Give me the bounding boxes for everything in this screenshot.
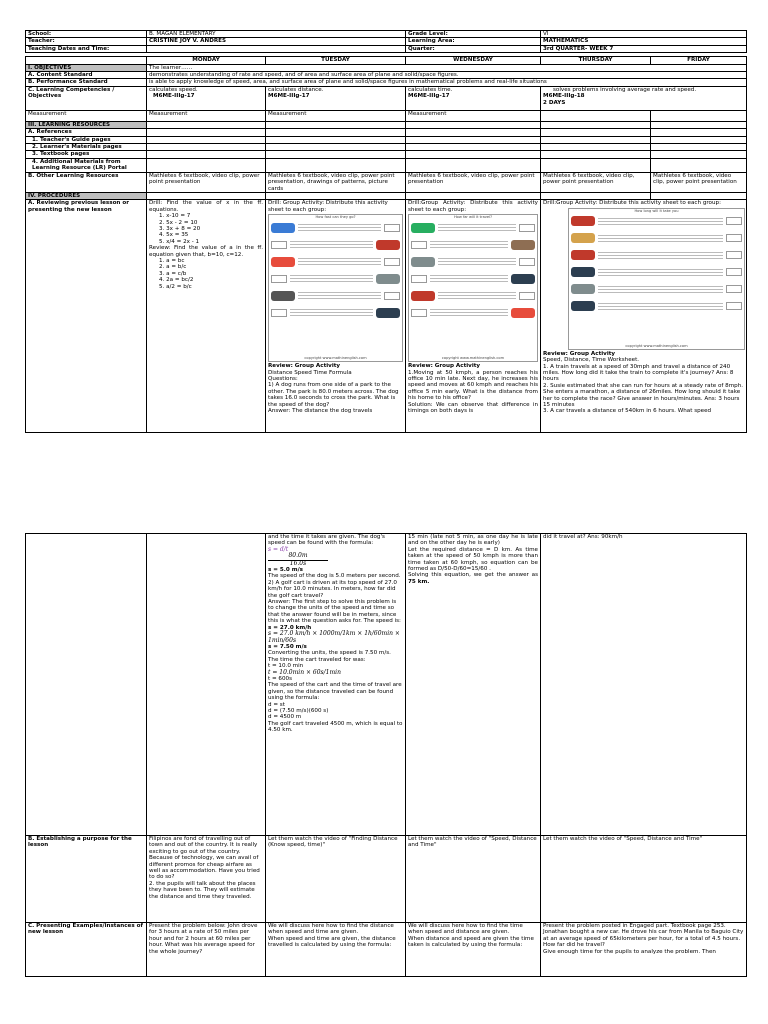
wednesday-text-1: 15 min (late not 5 min, as one day he is late and on the other day he is early) xyxy=(408,534,538,547)
vehicle-picture-icon xyxy=(271,257,295,267)
answer-box xyxy=(519,224,535,232)
objectives-title: I. OBJECTIVES xyxy=(26,64,147,71)
formula-answer: s = 5.0 m/s xyxy=(268,567,303,574)
unit-conversion-formula: s = 27.0 km/h × 1000m/1km × 1h/60min × 1min/60s xyxy=(268,630,400,644)
answer-box xyxy=(726,217,742,225)
thursday-text: did it travel at? Ans: 90km/h xyxy=(543,534,623,540)
procedure-c-label: C. Presenting Examples/instances of new lesson xyxy=(26,923,147,977)
worksheet-row xyxy=(569,298,744,315)
other-resources-row xyxy=(26,172,747,192)
time-conversion-formula: t = 10.0min × 60s/1min xyxy=(268,668,341,676)
answer-box xyxy=(726,268,742,276)
competency-text: calculates distance. xyxy=(268,86,324,93)
answer-box xyxy=(411,241,427,249)
answer-box xyxy=(726,251,742,259)
worksheet-row xyxy=(569,230,744,247)
equation-1: 1. x-10 = 7 xyxy=(159,213,191,220)
worksheet-copyright: copyright www.mathinenglish.com xyxy=(304,356,367,361)
tuesday-text-5: s = 27.0 km/h xyxy=(268,624,312,631)
tuesday-text-7: Converting the units, the speed is 7.50 m/s. The time the cart traveled for was: xyxy=(268,650,391,663)
formula-numerator: 80.0m xyxy=(268,553,328,560)
tuesday-text-2: The speed of the dog is 5.0 meters per second. xyxy=(268,573,401,580)
speed-formula: s = d/t xyxy=(268,545,289,553)
worksheet-copyright: copyright www.mathinenglish.com xyxy=(441,356,505,361)
grade-value: VI xyxy=(541,31,747,38)
worksheet-row xyxy=(569,213,744,230)
learning-area-value: MATHEMATICS xyxy=(541,38,747,45)
content-friday xyxy=(651,110,747,121)
other-resources-monday: Mathletes 6 textbook, video clip, power point presentation xyxy=(147,172,266,192)
competencies-row xyxy=(26,86,747,110)
header-row-dates xyxy=(26,45,747,52)
dates-value xyxy=(147,45,406,52)
procedure-b-monday: Filipinos are fond of travelling out of town and out of the country. It is really exciting to go out of the country. Because of technology, we can avail of different promos for cheap airfare as well as accommodation. Have you tried to do so? 2. the pupils will talk about the places they have been to. They will estimate the distance and time they traveled. xyxy=(147,836,266,923)
tuesday-text-13: d = 4500 m xyxy=(268,714,302,721)
competency-text: calculates time. xyxy=(408,86,453,93)
worksheet-image-speed xyxy=(268,214,403,362)
teachers-guide-row xyxy=(26,136,747,143)
grade-label: Grade Level: xyxy=(406,31,541,38)
review-equation-1: 1. a = bc xyxy=(159,257,185,264)
worksheet-image-distance xyxy=(408,214,538,362)
formula-denominator: 16.0s xyxy=(289,559,307,567)
content-standard-value: demonstrates understanding of rate and speed, and of area and surface area of plane and solid/space figures. xyxy=(147,72,747,79)
worksheet-title: How fast can they go? xyxy=(315,215,356,220)
procedure-a-monday xyxy=(147,200,266,433)
worksheet-question-lines xyxy=(438,222,516,233)
header-row-teacher xyxy=(26,38,747,45)
procedure-a-row xyxy=(26,200,747,433)
competency-text: calculates speed. xyxy=(149,86,198,93)
worksheet-question-lines xyxy=(298,290,381,301)
textbook-pages-label: 3. Textbook pages xyxy=(26,151,147,158)
answer-box xyxy=(411,309,427,317)
worksheet-question-lines xyxy=(430,307,508,318)
content-monday: Measurement xyxy=(147,110,266,121)
competency-code: M6ME-IIIg-17 xyxy=(268,93,310,100)
vehicle-picture-icon xyxy=(271,291,295,301)
resources-title: III. LEARNING RESOURCES xyxy=(26,121,147,128)
worksheet-rows xyxy=(409,219,537,321)
answer-box xyxy=(411,275,427,283)
question-1: 1) A dog runs from one side of a park to the other. The park is 80.0 meters across. The dog takes 16.0 seconds to cross the park. What is the speed of the dog? xyxy=(268,382,399,408)
procedure-c-thursday: Present the problem posted in Engaged part. Textbook page 253. Jonathan bought a new car. He drove his car from Manila to Baguio City at an average speed of 65kilometers per hour, for a total of 4.5 hours. How far did he travel? Give enough time for the pupils to analyze the problem. Then xyxy=(541,923,747,977)
competency-days: 2 DAYS xyxy=(543,99,566,106)
procedure-c-row xyxy=(26,923,747,977)
equation-5: 5. x/4 = 2x - 1 xyxy=(159,238,200,245)
other-resources-label: B. Other Learning Resources xyxy=(26,172,147,192)
school-label: School: xyxy=(26,31,147,38)
procedure-b-wednesday: Let them watch the video of "Speed, Distance and Time" xyxy=(406,836,541,923)
answer-1: Answer: The distance the dog travels xyxy=(268,407,373,414)
procedure-a-continued-row xyxy=(26,534,747,836)
worksheet-row xyxy=(569,264,744,281)
additional-materials-row xyxy=(26,158,747,172)
procedure-a-tuesday xyxy=(266,200,406,433)
vehicle-picture-icon xyxy=(376,308,400,318)
other-resources-thursday: Mathletes 6 textbook, video clip, power point presentation xyxy=(541,172,651,192)
day-header-blank xyxy=(26,57,147,64)
equation-2: 2. 5x - 2 = 10 xyxy=(159,219,198,226)
learners-materials-label: 2. Learner's Materials pages xyxy=(26,144,147,151)
answer-box xyxy=(271,241,287,249)
competency-wednesday xyxy=(406,86,541,110)
procedure-a-continued-monday xyxy=(147,534,266,836)
worksheet-title: How far will it travel? xyxy=(453,215,493,220)
vehicle-picture-icon xyxy=(376,240,400,250)
procedure-c-monday: Present the problem below: John drove for 3 hours at a rate of 50 miles per hour and for 2 hours at 60 miles per hour. What was his average speed for the whole journey? xyxy=(147,923,266,977)
worksheet-question-lines xyxy=(598,250,723,261)
performance-standard-label: B. Performance Standard xyxy=(26,79,147,86)
worksheet-question-lines xyxy=(598,301,723,312)
procedure-a-thursday xyxy=(541,200,747,433)
worksheet-row xyxy=(409,253,537,270)
worksheet-copyright: copyright www.mathinenglish.com xyxy=(625,343,688,348)
competency-thursday xyxy=(541,86,747,110)
vehicle-picture-icon xyxy=(571,216,595,226)
performance-standard-value: is able to apply knowledge of speed, area, and surface area of plane and solid/space figures in mathematical problems and real-life situations xyxy=(147,79,747,86)
teachers-guide-label: 1. Teacher's Guide pages xyxy=(26,136,147,143)
procedure-a-continued-label xyxy=(26,534,147,836)
day-thursday: THURSDAY xyxy=(541,57,651,64)
equation-4: 4. 5x = 35 xyxy=(159,232,189,239)
tuesday-text-1: and the time it takes are given. The dog's speed can be found with the formula: xyxy=(268,534,385,547)
review-text: Review: Find the value of a in the ff. equation given that, b=10, c=12. xyxy=(149,245,263,258)
answer-box xyxy=(726,285,742,293)
lesson-plan-page-2 xyxy=(25,533,746,977)
procedure-a-label: A. Reviewing previous lesson or presenting the new lesson xyxy=(26,200,147,433)
worksheet-row xyxy=(409,287,537,304)
wednesday-text-2: Let the required distance = D km. As time taken at the speed of 50 kmph is more than time taken at 60 kmph, so equation can be formed as D/50-D/60=15/60 . xyxy=(408,546,538,573)
answer-box xyxy=(726,234,742,242)
vehicle-picture-icon xyxy=(271,223,295,233)
performance-standard-row xyxy=(26,79,747,86)
day-monday: MONDAY xyxy=(147,57,266,64)
worksheet-row xyxy=(269,270,402,287)
dates-label: Teaching Dates and Time: xyxy=(26,45,147,52)
equation-3: 3. 3x + 8 = 20 xyxy=(159,225,201,232)
review-subtitle: Distance Speed Time Formula xyxy=(268,369,352,376)
worksheet-row xyxy=(269,253,402,270)
answer-box xyxy=(384,258,400,266)
worksheet-question-lines xyxy=(290,239,373,250)
worksheet-row xyxy=(269,236,402,253)
content-standard-row xyxy=(26,72,747,79)
day-header-row xyxy=(26,57,747,64)
worksheet-row xyxy=(569,281,744,298)
worksheet-question-lines xyxy=(290,273,373,284)
answer-box xyxy=(519,292,535,300)
quarter-value: 3rd QUARTER- WEEK 7 xyxy=(541,45,747,52)
worksheet-question-lines xyxy=(430,273,508,284)
procedure-b-tuesday: Let them watch the video of "Finding Distance (Know speed, time)" xyxy=(266,836,406,923)
tuesday-text-4: Answer: The first step to solve this problem is to change the units of the speed and time so that the answer found will be in meters, since this is what the question asks for. The speed is: xyxy=(268,599,401,625)
lesson-plan-page-1 xyxy=(25,30,746,433)
vehicle-picture-icon xyxy=(511,240,535,250)
vehicle-picture-icon xyxy=(571,250,595,260)
questions-label: Questions: xyxy=(268,375,298,382)
teacher-value: CRISTINE JOY V. ANDRES xyxy=(147,38,406,45)
drill-text: Drill:Group Activity: Distribute this activity sheet to each group: xyxy=(543,200,721,207)
worksheet-title: How long will it take you xyxy=(634,208,679,213)
worksheet-question-lines xyxy=(298,256,381,267)
content-label: Measurement xyxy=(26,110,147,121)
content-standard-label: A. Content Standard xyxy=(26,72,147,79)
other-resources-wednesday: Mathletes 6 textbook, video clip, power point presentation xyxy=(406,172,541,192)
day-wednesday: WEDNESDAY xyxy=(406,57,541,64)
content-row xyxy=(26,110,747,121)
tuesday-text-8: t = 10.0 min xyxy=(268,663,304,670)
wednesday-answer: 75 km. xyxy=(408,578,430,585)
answer-box xyxy=(271,275,287,283)
answer-box xyxy=(271,309,287,317)
additional-materials-label: 4. Additional Materials from Learning Resource (LR) Portal xyxy=(26,158,147,172)
competency-code: M6ME-IIIg-18 xyxy=(543,93,585,100)
review-equation-4: 4. 2a = bc/2 xyxy=(159,277,194,284)
vehicle-picture-icon xyxy=(571,284,595,294)
worksheet-row xyxy=(409,304,537,321)
tuesday-text-6: s = 7.50 m/s xyxy=(268,643,307,650)
vehicle-picture-icon xyxy=(511,308,535,318)
worksheet-image-time xyxy=(568,208,745,350)
competency-text: solves problems involving average rate and speed. xyxy=(553,86,697,93)
school-value: B. MAGAN ELEMENTARY xyxy=(147,31,406,38)
other-resources-friday: Mathletes 6 textbook, video clip, power point presentation xyxy=(651,172,747,192)
worksheet-row xyxy=(569,247,744,264)
objectives-intro: The learner…… xyxy=(147,64,747,71)
worksheet-question-lines xyxy=(598,233,723,244)
content-tuesday: Measurement xyxy=(266,110,406,121)
worksheet-row xyxy=(409,236,537,253)
solution-text: Solution: We can observe that difference in timings on both days is xyxy=(408,401,538,414)
wednesday-solving-text: Solving this equation, we get the answer as xyxy=(408,572,538,579)
competency-code: M6ME-IIIg-17 xyxy=(153,93,195,100)
content-thursday xyxy=(541,110,651,121)
vehicle-picture-icon xyxy=(376,274,400,284)
procedure-a-continued-wednesday xyxy=(406,534,541,836)
references-label: A. References xyxy=(26,129,147,136)
lesson-plan-table-page-1 xyxy=(25,30,747,433)
procedures-title: IV. PROCEDURES xyxy=(26,192,147,199)
quarter-label: Quarter: xyxy=(406,45,541,52)
worksheet-row xyxy=(269,287,402,304)
worksheet-row xyxy=(269,219,402,236)
competency-code: M6ME-IIIg-17 xyxy=(408,93,450,100)
tuesday-text-14: The golf cart traveled 4500 m, which is equal to 4.50 km. xyxy=(268,720,403,734)
review-equation-3: 3. a = c/b xyxy=(159,270,187,277)
worksheet-question-lines xyxy=(438,290,516,301)
review-title: Review: Group Activity xyxy=(408,363,481,370)
procedure-a-continued-tuesday xyxy=(266,534,406,836)
worksheet-question-lines xyxy=(438,256,516,267)
drill-text: Drill:Group Activity: Distribute this activity sheet to each group: xyxy=(408,200,538,213)
competency-monday xyxy=(147,86,266,110)
review-text: 1.Moving at 50 kmph, a person reaches his office 10 min late. Next day, he increases his speed and moves at 60 kmph and reaches his office 5 min early. What is the distance from his home to his office? xyxy=(408,369,538,402)
vehicle-picture-icon xyxy=(411,291,435,301)
vehicle-picture-icon xyxy=(571,301,595,311)
review-equation-5: 5. a/2 = b/c xyxy=(159,283,192,290)
worksheet-row xyxy=(409,270,537,287)
worksheet-question-lines xyxy=(598,267,723,278)
day-friday: FRIDAY xyxy=(651,57,747,64)
review-title: Review: Group Activity xyxy=(268,363,341,370)
vehicle-picture-icon xyxy=(411,223,435,233)
competency-tuesday xyxy=(266,86,406,110)
procedure-b-label: B. Establishing a purpose for the lesson xyxy=(26,836,147,923)
content-wednesday: Measurement xyxy=(406,110,541,121)
vehicle-picture-icon xyxy=(571,267,595,277)
tuesday-text-9: t = 600s xyxy=(268,675,293,682)
wednesday-text-3 xyxy=(408,572,538,585)
procedure-c-tuesday: We will discuss here how to find the distance when speed and time are given. When speed and time are given, the distance travelled is calculated by using the formula: xyxy=(266,923,406,977)
worksheet-question-lines xyxy=(598,284,723,295)
drill-text: Drill: Group Activity: Distribute this activity sheet to each group: xyxy=(268,200,388,213)
procedure-b-row xyxy=(26,836,747,923)
worksheet-question-lines xyxy=(290,307,373,318)
worksheet-row xyxy=(409,219,537,236)
header-row-school xyxy=(26,31,747,38)
review-text: 1. A train travels at a speed of 30mph and travel a distance of 240 miles. How long did it take the train to complete it's journey? Ans: 8 hours 2. Susie estimated that she can run for hours at a steady rate of 8mph. She enters a marathon, a distance of 26miles. How long should it take her to complete the race? Give answer in hours/minutes. Ans: 3 hours 15 minutes 3. A car travels a distance of 540km in 6 hours. What speed xyxy=(543,363,744,415)
teacher-label: Teacher: xyxy=(26,38,147,45)
review-equation-2: 2. a = b/c xyxy=(159,264,187,271)
answer-box xyxy=(384,224,400,232)
procedure-a-continued-thursday xyxy=(541,534,747,836)
vehicle-picture-icon xyxy=(511,274,535,284)
review-subtitle: Speed, Distance, Time Worksheet. xyxy=(543,357,640,364)
textbook-pages-row xyxy=(26,151,747,158)
answer-box xyxy=(519,258,535,266)
vehicle-picture-icon xyxy=(571,233,595,243)
worksheet-question-lines xyxy=(298,222,381,233)
worksheet-question-lines xyxy=(430,239,508,250)
tuesday-text-3: 2) A golf cart is driven at its top speed of 27.0 km/h for 10.0 minutes. In meters, how far did the golf cart travel? xyxy=(268,579,397,599)
learning-area-label: Learning Area: xyxy=(406,38,541,45)
other-resources-tuesday: Mathletes 6 textbook, video clip, power point presentation, drawings of patterns, picture cards xyxy=(266,172,406,192)
procedure-c-wednesday: We will discuss here how to find the time when speed and distance are given. When distance and speed are given the time taken is calculated by using the formula: xyxy=(406,923,541,977)
worksheet-rows xyxy=(569,213,744,315)
worksheet-row xyxy=(269,304,402,321)
procedure-a-wednesday xyxy=(406,200,541,433)
review-title: Review: Group Activity xyxy=(543,350,616,357)
answer-box xyxy=(726,302,742,310)
references-row xyxy=(26,129,747,136)
procedures-title-row xyxy=(26,192,747,199)
competencies-label: C. Learning Competencies / Objectives xyxy=(26,86,147,110)
answer-box xyxy=(384,292,400,300)
resources-title-row xyxy=(26,121,747,128)
worksheet-question-lines xyxy=(598,216,723,227)
drill-text: Drill: Find the value of x in the ff. equations. xyxy=(149,200,263,213)
worksheet-rows xyxy=(269,219,402,321)
objectives-row xyxy=(26,64,747,71)
day-tuesday: TUESDAY xyxy=(266,57,406,64)
procedure-b-thursday: Let them watch the video of "Speed, Distance and Time" xyxy=(541,836,747,923)
learners-materials-row xyxy=(26,144,747,151)
tuesday-text-10: The speed of the cart and the time of travel are given, so the distance traveled can be found using the formula: xyxy=(268,682,402,702)
tuesday-text-11: d = st xyxy=(268,701,285,708)
lesson-plan-table-page-2 xyxy=(25,533,747,977)
tuesday-text-12: d = (7.50 m/s)(600 s) xyxy=(268,707,329,714)
vehicle-picture-icon xyxy=(411,257,435,267)
